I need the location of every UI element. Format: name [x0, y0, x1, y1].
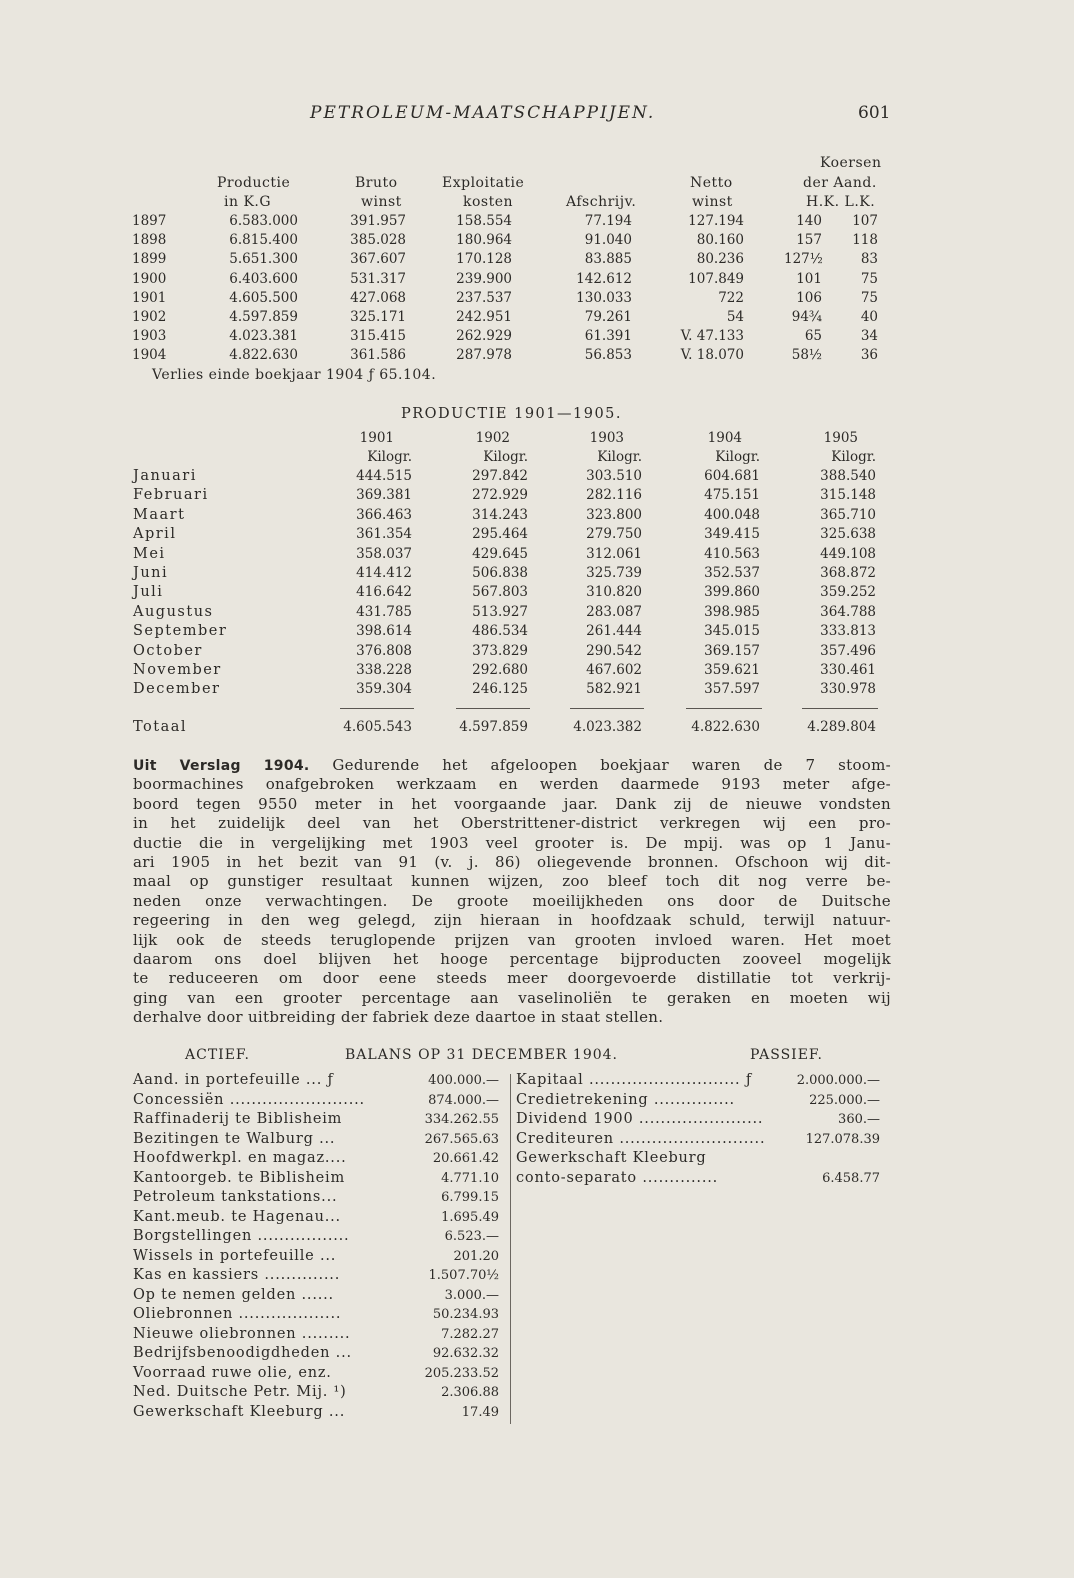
report-line: te reduceeren om door eene steeds meer doorgevoerde distillatie tot verkrij-	[133, 969, 891, 988]
header-koersen-3: H.K. L.K.	[806, 194, 876, 210]
actief-item-value: 400.000.—	[428, 1073, 499, 1088]
month-label: Juni	[133, 565, 169, 581]
page-number: 601	[858, 103, 891, 123]
production-cell: 604.681	[704, 468, 760, 484]
production-cell: 513.927	[472, 604, 528, 620]
row-afschrijv: 61.391	[584, 328, 632, 344]
production-title: PRODUCTIE 1901—1905.	[401, 406, 623, 422]
production-cell: 414.412	[356, 565, 412, 581]
actief-item-value: 4.771.10	[441, 1171, 499, 1186]
row-exploitatie: 262.929	[456, 328, 512, 344]
header-exploitatie-2: kosten	[463, 194, 514, 210]
production-cell: 323.800	[586, 507, 642, 523]
row-productie: 6.403.600	[229, 271, 298, 287]
row-lk: 34	[860, 328, 878, 344]
row-hk: 127½	[784, 251, 823, 267]
row-netto: 722	[718, 290, 744, 306]
actief-item-value: 17.49	[461, 1405, 499, 1420]
row-netto: 80.160	[696, 232, 744, 248]
row-year: 1900	[132, 271, 167, 287]
production-cell: 357.597	[704, 681, 760, 697]
row-productie: 4.023.381	[229, 328, 298, 344]
header-bruto: Bruto	[355, 175, 398, 191]
production-cell: 345.015	[704, 623, 760, 639]
month-label: Januari	[133, 468, 197, 484]
row-year: 1901	[132, 290, 167, 306]
production-cell: 398.985	[704, 604, 760, 620]
results-footnote: Verlies einde boekjaar 1904 ƒ 65.104.	[152, 367, 437, 383]
actief-item-value: 6.523.—	[444, 1229, 499, 1244]
actief-item-label: Aand. in portefeuille ... ƒ	[133, 1072, 334, 1088]
production-cell: 295.464	[472, 526, 528, 542]
year-header: 1905	[823, 430, 858, 446]
row-exploitatie: 239.900	[456, 271, 512, 287]
row-exploitatie: 242.951	[456, 309, 512, 325]
month-label: Februari	[133, 487, 209, 503]
month-label: April	[133, 526, 177, 542]
report-lead: Uit Verslag 1904.	[133, 758, 310, 774]
actief-item-label: Raffinaderij te Biblisheim	[133, 1111, 343, 1127]
actief-item-value: 92.632.32	[432, 1346, 499, 1361]
passief-item-label: Gewerkschaft Kleeburg	[516, 1150, 707, 1166]
header-productie-unit: in K.G	[224, 194, 272, 210]
row-lk: 40	[860, 309, 878, 325]
month-label: Maart	[133, 507, 186, 523]
production-cell: 400.048	[704, 507, 760, 523]
production-cell: 366.463	[356, 507, 412, 523]
passief-item-value: 360.—	[838, 1112, 880, 1127]
passief-item-label: Credietrekening ...............	[516, 1092, 735, 1108]
row-netto: 107.849	[688, 271, 744, 287]
row-hk: 140	[796, 213, 822, 229]
month-label: December	[133, 681, 221, 697]
actief-item-label: Kant.meub. te Hagenau...	[133, 1209, 341, 1225]
production-cell: 261.444	[586, 623, 642, 639]
report-line: maal op gunstiger resultaat kunnen wijzen, zoo bleef toch dit nog verre be-	[133, 872, 891, 891]
row-afschrijv: 91.040	[584, 232, 632, 248]
row-productie: 4.597.859	[229, 309, 298, 325]
report-line: derhalve door uitbreiding der fabriek deze daartoe in staat stellen.	[133, 1008, 664, 1027]
row-hk: 94¾	[791, 309, 822, 325]
row-productie: 4.822.630	[229, 347, 298, 363]
actief-item-label: Ned. Duitsche Petr. Mij. ¹)	[133, 1384, 347, 1400]
total-cell: 4.289.804	[807, 719, 876, 735]
production-cell: 303.510	[586, 468, 642, 484]
header-netto: Netto	[690, 175, 733, 191]
total-cell: 4.822.630	[691, 719, 760, 735]
production-cell: 359.252	[820, 584, 876, 600]
header-netto-2: winst	[692, 194, 733, 210]
row-netto: V. 47.133	[680, 328, 744, 344]
actief-item-label: Gewerkschaft Kleeburg ...	[133, 1404, 346, 1420]
actief-item-label: Oliebronnen ...................	[133, 1306, 342, 1322]
production-cell: 312.061	[586, 546, 642, 562]
production-cell: 246.125	[472, 681, 528, 697]
production-cell: 506.838	[472, 565, 528, 581]
sum-rule	[802, 708, 878, 709]
row-netto: V. 18.070	[680, 347, 744, 363]
running-title: PETROLEUM-MAATSCHAPPIJEN.	[310, 103, 656, 123]
row-bruto: 427.068	[350, 290, 406, 306]
actief-item-label: Wissels in portefeuille ...	[133, 1248, 337, 1264]
report-line: in het zuidelijk deel van het Oberstrittener-district verkregen wij een pro-	[133, 814, 891, 833]
header-koersen: Koersen	[820, 155, 882, 171]
row-productie: 5.651.300	[229, 251, 298, 267]
row-netto: 54	[726, 309, 744, 325]
actief-item-value: 201.20	[453, 1249, 499, 1264]
actief-item-label: Hoofdwerkpl. en magaz....	[133, 1150, 347, 1166]
row-exploitatie: 180.964	[456, 232, 512, 248]
actief-item-label: Bedrijfsbenoodigdheden ...	[133, 1345, 352, 1361]
report-line: regeering in den weg gelegd, zijn hieraan in hoofdzaak schuld, terwijl natuur-	[133, 911, 891, 930]
production-total-label: Totaal	[133, 719, 188, 735]
actief-item-label: Nieuwe oliebronnen .........	[133, 1326, 351, 1342]
row-hk: 106	[796, 290, 822, 306]
year-header: 1904	[707, 430, 742, 446]
row-hk: 58½	[791, 347, 822, 363]
row-afschrijv: 142.612	[576, 271, 632, 287]
row-hk: 101	[796, 271, 822, 287]
actief-item-value: 20.661.42	[432, 1151, 499, 1166]
sum-rule	[686, 708, 762, 709]
actief-item-label: Kantoorgeb. te Biblisheim	[133, 1170, 346, 1186]
production-cell: 582.921	[586, 681, 642, 697]
row-afschrijv: 83.885	[584, 251, 632, 267]
actief-item-value: 3.000.—	[444, 1288, 499, 1303]
balance-title: BALANS OP 31 DECEMBER 1904.	[345, 1047, 618, 1063]
production-cell: 376.808	[356, 643, 412, 659]
production-cell: 325.739	[586, 565, 642, 581]
production-cell: 359.621	[704, 662, 760, 678]
total-cell: 4.023.382	[573, 719, 642, 735]
report-line: boord tegen 9550 meter in het voorgaande jaar. Dank zij de nieuwe vondsten	[133, 794, 891, 813]
passief-item-value: 6.458.77	[822, 1171, 880, 1186]
row-year: 1899	[132, 251, 167, 267]
production-cell: 357.496	[820, 643, 876, 659]
header-afschrijv: Afschrijv.	[566, 194, 637, 210]
unit-header: Kilogr.	[715, 449, 760, 465]
production-cell: 359.304	[356, 681, 412, 697]
row-netto: 127.194	[688, 213, 744, 229]
row-bruto: 325.171	[350, 309, 406, 325]
passief-item-label: Crediteuren ...........................	[516, 1131, 766, 1147]
production-cell: 282.116	[586, 487, 642, 503]
production-cell: 361.354	[356, 526, 412, 542]
row-bruto: 361.586	[350, 347, 406, 363]
row-exploitatie: 158.554	[456, 213, 512, 229]
row-year: 1904	[132, 347, 167, 363]
production-cell: 444.515	[356, 468, 412, 484]
row-lk: 118	[852, 232, 878, 248]
production-cell: 398.614	[356, 623, 412, 639]
production-cell: 410.563	[704, 546, 760, 562]
production-cell: 368.872	[820, 565, 876, 581]
production-cell: 338.228	[356, 662, 412, 678]
production-cell: 365.710	[820, 507, 876, 523]
production-cell: 315.148	[820, 487, 876, 503]
sum-rule	[570, 708, 644, 709]
sum-rule	[456, 708, 530, 709]
actief-item-value: 334.262.55	[424, 1112, 499, 1127]
row-productie: 4.605.500	[229, 290, 298, 306]
production-cell: 330.461	[820, 662, 876, 678]
row-lk: 83	[860, 251, 878, 267]
production-cell: 431.785	[356, 604, 412, 620]
year-header: 1902	[475, 430, 510, 446]
production-cell: 290.542	[586, 643, 642, 659]
production-cell: 310.820	[586, 584, 642, 600]
row-year: 1902	[132, 309, 167, 325]
row-year: 1903	[132, 328, 167, 344]
passief-item-label: Dividend 1900 .......................	[516, 1111, 764, 1127]
unit-header: Kilogr.	[831, 449, 876, 465]
actief-item-value: 1.695.49	[441, 1210, 499, 1225]
report-line: daarom ons doel blijven het hooge percentage bijproducten zooveel mogelijk	[133, 949, 891, 968]
report-line: boormachines onafgebroken werkzaam en werden daarmede 9193 meter afge-	[133, 775, 891, 794]
actief-item-label: Op te nemen gelden ......	[133, 1287, 334, 1303]
row-lk: 75	[860, 290, 878, 306]
passief-item-value: 127.078.39	[805, 1132, 880, 1147]
row-bruto: 315.415	[350, 328, 406, 344]
month-label: Augustus	[133, 604, 214, 620]
actief-item-value: 267.565.63	[424, 1132, 499, 1147]
production-cell: 373.829	[472, 643, 528, 659]
row-netto: 80.236	[696, 251, 744, 267]
balance-divider	[510, 1074, 511, 1424]
total-cell: 4.597.859	[459, 719, 528, 735]
report-line: neden onze verwachtingen. De groote moeilijkheden ons door de Duitsche	[133, 891, 891, 910]
row-productie: 6.815.400	[229, 232, 298, 248]
production-cell: 279.750	[586, 526, 642, 542]
actief-item-value: 874.000.—	[428, 1093, 499, 1108]
header-exploitatie: Exploitatie	[442, 175, 525, 191]
actief-item-value: 7.282.27	[441, 1327, 499, 1342]
row-afschrijv: 77.194	[584, 213, 632, 229]
actief-item-value: 6.799.15	[441, 1190, 499, 1205]
row-lk: 36	[860, 347, 878, 363]
row-hk: 157	[796, 232, 822, 248]
row-exploitatie: 287.978	[456, 347, 512, 363]
report-line: ductie die in vergelijking met 1903 veel grooter is. De mpij. was op 1 Janu-	[133, 833, 891, 852]
passief-item-value: 2.000.000.—	[796, 1073, 880, 1088]
production-cell: 416.642	[356, 584, 412, 600]
passief-item-value: 225.000.—	[809, 1093, 880, 1108]
production-cell: 475.151	[704, 487, 760, 503]
production-cell: 486.534	[472, 623, 528, 639]
actief-item-label: Petroleum tankstations...	[133, 1189, 338, 1205]
actief-item-label: Kas en kassiers ..............	[133, 1267, 341, 1283]
report-line-first: Uit Verslag 1904. Gedurende het afgeloopen boekjaar waren de 7 stoom-	[133, 756, 891, 774]
report-line: ging van een grooter percentage aan vaselinoliën te geraken en moeten wij	[133, 988, 891, 1007]
row-bruto: 391.957	[350, 213, 406, 229]
actief-item-label: Bezitingen te Walburg ...	[133, 1131, 336, 1147]
row-lk: 75	[860, 271, 878, 287]
month-label: November	[133, 662, 222, 678]
actief-item-value: 1.507.70½	[428, 1268, 499, 1283]
actief-item-value: 205.233.52	[424, 1366, 499, 1381]
row-afschrijv: 79.261	[584, 309, 632, 325]
actief-item-label: Voorraad ruwe olie, enz.	[133, 1365, 332, 1381]
row-afschrijv: 56.853	[584, 347, 632, 363]
row-year: 1898	[132, 232, 167, 248]
unit-header: Kilogr.	[483, 449, 528, 465]
report-line: lijk ook de steeds teruglopende prijzen van grooten invloed waren. Het moet	[133, 930, 891, 949]
row-productie: 6.583.000	[229, 213, 298, 229]
passief-item-label: Kapitaal ............................ ƒ	[516, 1072, 752, 1088]
production-cell: 369.157	[704, 643, 760, 659]
production-cell: 352.537	[704, 565, 760, 581]
production-cell: 297.842	[472, 468, 528, 484]
report-line: ari 1905 in het bezit van 91 (v. j. 86) oliegevende bronnen. Ofschoon wij dit-	[133, 852, 891, 871]
production-cell: 314.243	[472, 507, 528, 523]
production-cell: 364.788	[820, 604, 876, 620]
production-cell: 449.108	[820, 546, 876, 562]
row-bruto: 385.028	[350, 232, 406, 248]
production-cell: 567.803	[472, 584, 528, 600]
row-afschrijv: 130.033	[576, 290, 632, 306]
unit-header: Kilogr.	[597, 449, 642, 465]
row-year: 1897	[132, 213, 167, 229]
balance-passief-label: PASSIEF.	[750, 1047, 823, 1063]
year-header: 1901	[359, 430, 394, 446]
production-cell: 429.645	[472, 546, 528, 562]
production-cell: 330.978	[820, 681, 876, 697]
actief-item-value: 2.306.88	[441, 1385, 499, 1400]
production-cell: 325.638	[820, 526, 876, 542]
year-header: 1903	[589, 430, 624, 446]
production-cell: 369.381	[356, 487, 412, 503]
row-hk: 65	[804, 328, 822, 344]
actief-item-label: Borgstellingen .................	[133, 1228, 350, 1244]
row-bruto: 367.607	[350, 251, 406, 267]
balance-actief-label: ACTIEF.	[185, 1047, 250, 1063]
actief-item-label: Concessiën .........................	[133, 1092, 365, 1108]
month-label: Juli	[133, 584, 164, 600]
passief-item-label: conto-separato ..............	[516, 1170, 719, 1186]
production-cell: 467.602	[586, 662, 642, 678]
unit-header: Kilogr.	[367, 449, 412, 465]
total-cell: 4.605.543	[343, 719, 412, 735]
row-bruto: 531.317	[350, 271, 406, 287]
production-cell: 283.087	[586, 604, 642, 620]
row-exploitatie: 170.128	[456, 251, 512, 267]
production-cell: 399.860	[704, 584, 760, 600]
production-cell: 388.540	[820, 468, 876, 484]
production-cell: 292.680	[472, 662, 528, 678]
production-cell: 358.037	[356, 546, 412, 562]
row-lk: 107	[852, 213, 878, 229]
report-paragraph	[133, 756, 891, 1027]
header-bruto-2: winst	[361, 194, 402, 210]
production-cell: 349.415	[704, 526, 760, 542]
header-productie: Productie	[217, 175, 291, 191]
month-label: Mei	[133, 546, 166, 562]
header-koersen-2: der Aand.	[803, 175, 877, 191]
production-cell: 333.813	[820, 623, 876, 639]
month-label: September	[133, 623, 228, 639]
production-cell: 272.929	[472, 487, 528, 503]
actief-item-value: 50.234.93	[432, 1307, 499, 1322]
month-label: October	[133, 643, 203, 659]
row-exploitatie: 237.537	[456, 290, 512, 306]
sum-rule	[340, 708, 414, 709]
